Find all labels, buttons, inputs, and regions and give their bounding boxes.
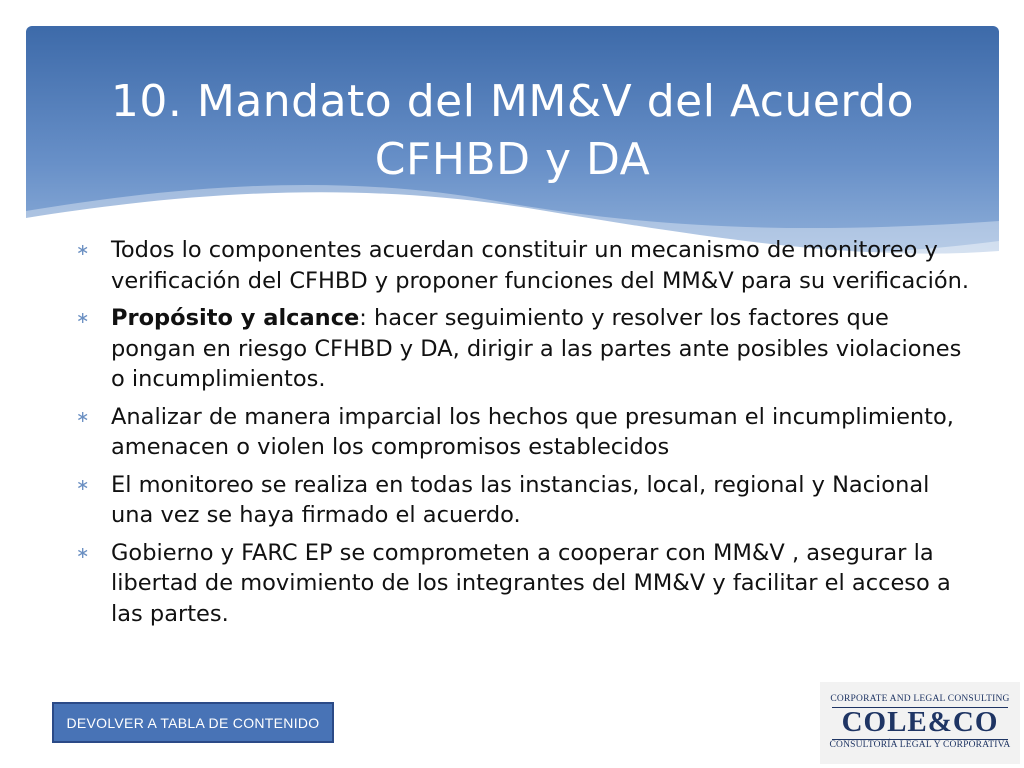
bullet-text: Gobierno y FARC EP se comprometen a cooperar con MM&V , asegurar la libertad de movimiento de los integrantes del MM&V y facilitar el acceso a las partes. (111, 539, 951, 627)
bullet-icon: ∗ (76, 542, 90, 562)
logo-top-text: CORPORATE AND LEGAL CONSULTING (830, 694, 1010, 704)
bullet-icon: ∗ (76, 240, 90, 259)
bullet-text: Analizar de manera imparcial los hechos que presuman el incumplimiento, amenacen o violen los compromisos establecidos (111, 403, 954, 460)
bullet-icon: ∗ (76, 308, 90, 327)
back-to-contents-button[interactable]: DEVOLVER A TABLA DE CONTENIDO (52, 702, 334, 743)
bullet-item (76, 538, 976, 630)
bullet-text: El monitoreo se realiza en todas las instancias, local, regional y Nacional una vez se haya firmado el acuerdo. (111, 471, 930, 528)
logo-bottom-text: CONSULTORÍA LEGAL Y CORPORATIVA (829, 740, 1011, 750)
slide-title-line-2: CFHBD y DA (374, 134, 651, 186)
bullet-item (76, 235, 976, 296)
bullet-item (76, 303, 976, 395)
bullet-item (76, 470, 976, 531)
bullet-item (76, 402, 976, 463)
slide-title (26, 73, 999, 189)
slide-title-line-1: 10. Mandato del MM&V del Acuerdo (110, 76, 915, 128)
company-logo (820, 682, 1020, 764)
bullet-icon: ∗ (76, 474, 90, 494)
bullet-text: Todos lo componentes acuerdan constituir un mecanismo de monitoreo y verificación del CFHBD y proponer funciones del MM&V para su verificación. (111, 237, 970, 294)
bullet-icon: ∗ (76, 406, 90, 426)
bullet-bold-text: Propósito y alcance (111, 305, 360, 331)
bullet-text: : hacer seguimiento y resolver los factores que pongan en riesgo CFHBD y DA, dirigir a las partes ante posibles violaciones o incumplimientos. (111, 305, 962, 392)
logo-main-text: COLE&CO (841, 706, 999, 738)
bullet-list (76, 235, 976, 636)
